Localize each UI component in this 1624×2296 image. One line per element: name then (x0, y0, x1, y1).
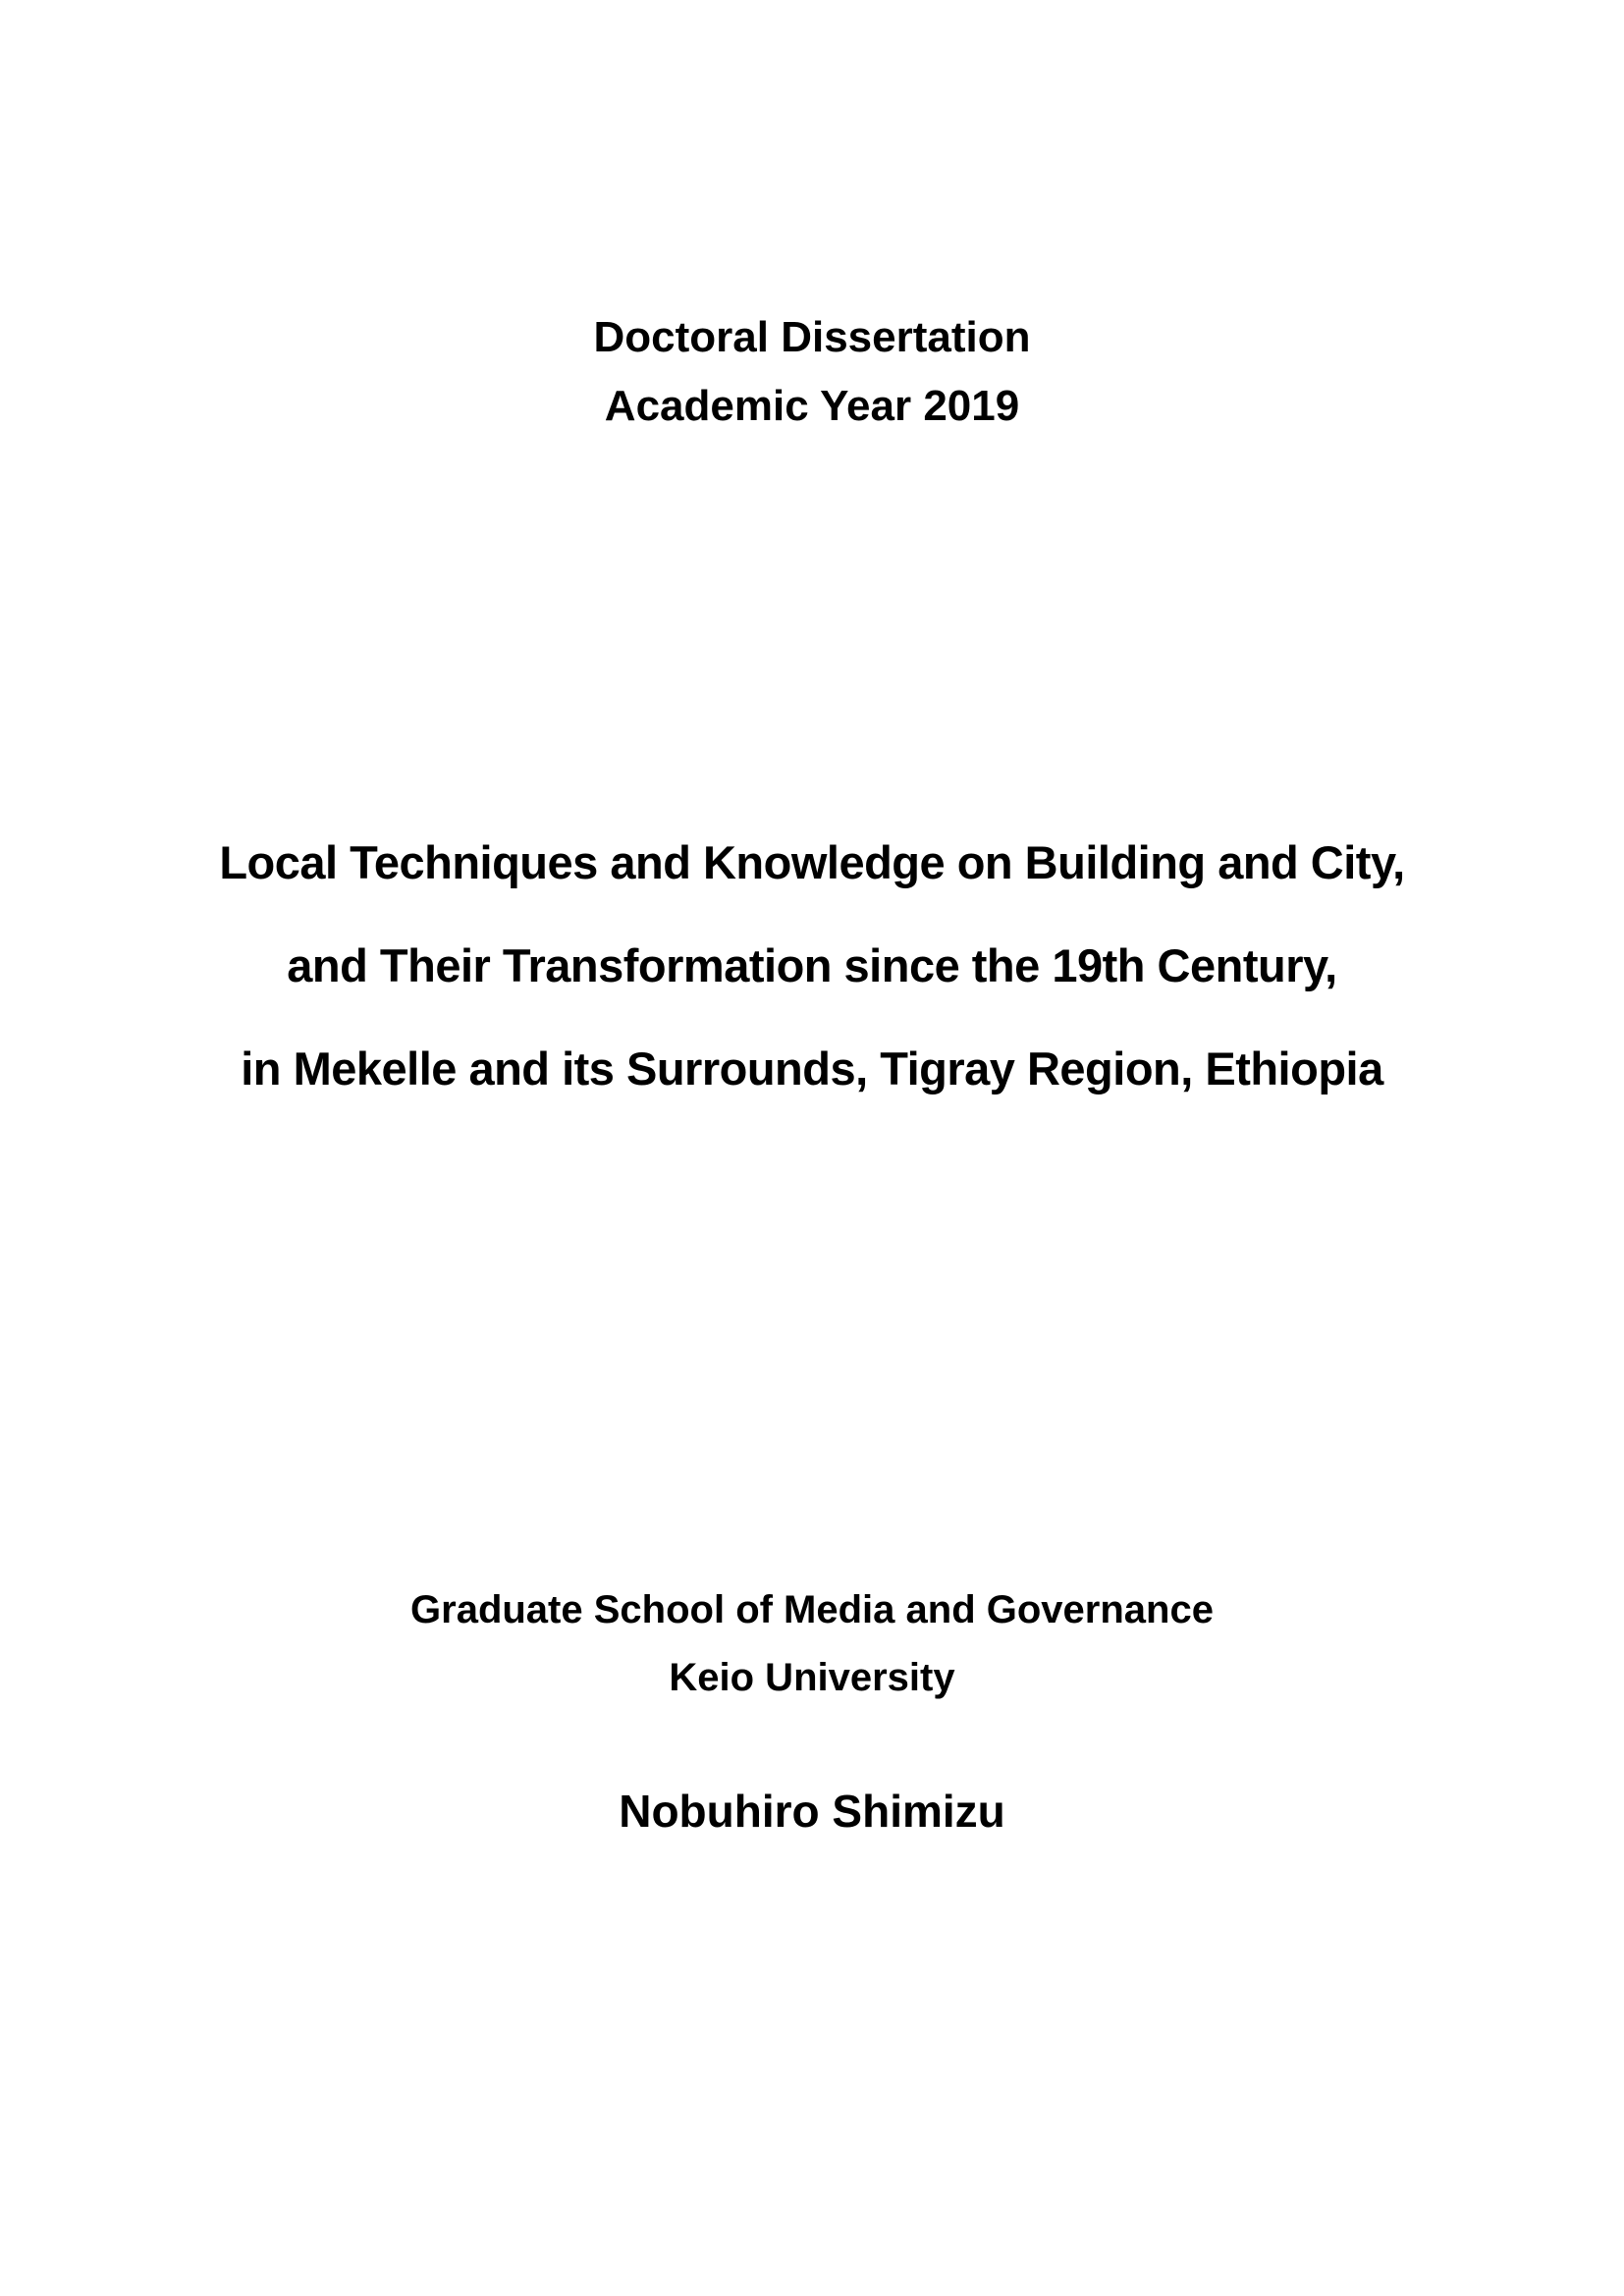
dissertation-title-line: and Their Transformation since the 19th Century, (287, 939, 1337, 991)
dissertation-title-line: Local Techniques and Knowledge on Building and City, (219, 836, 1405, 888)
academic-year: Academic Year 2019 (604, 382, 1020, 430)
university: Keio University (669, 1656, 955, 1699)
dissertation-title-line: in Mekelle and its Surrounds, Tigray Region, Ethiopia (241, 1042, 1383, 1095)
graduate-school: Graduate School of Media and Governance (410, 1588, 1214, 1631)
author-name: Nobuhiro Shimizu (619, 1786, 1005, 1837)
dissertation-type: Doctoral Dissertation (593, 313, 1031, 361)
